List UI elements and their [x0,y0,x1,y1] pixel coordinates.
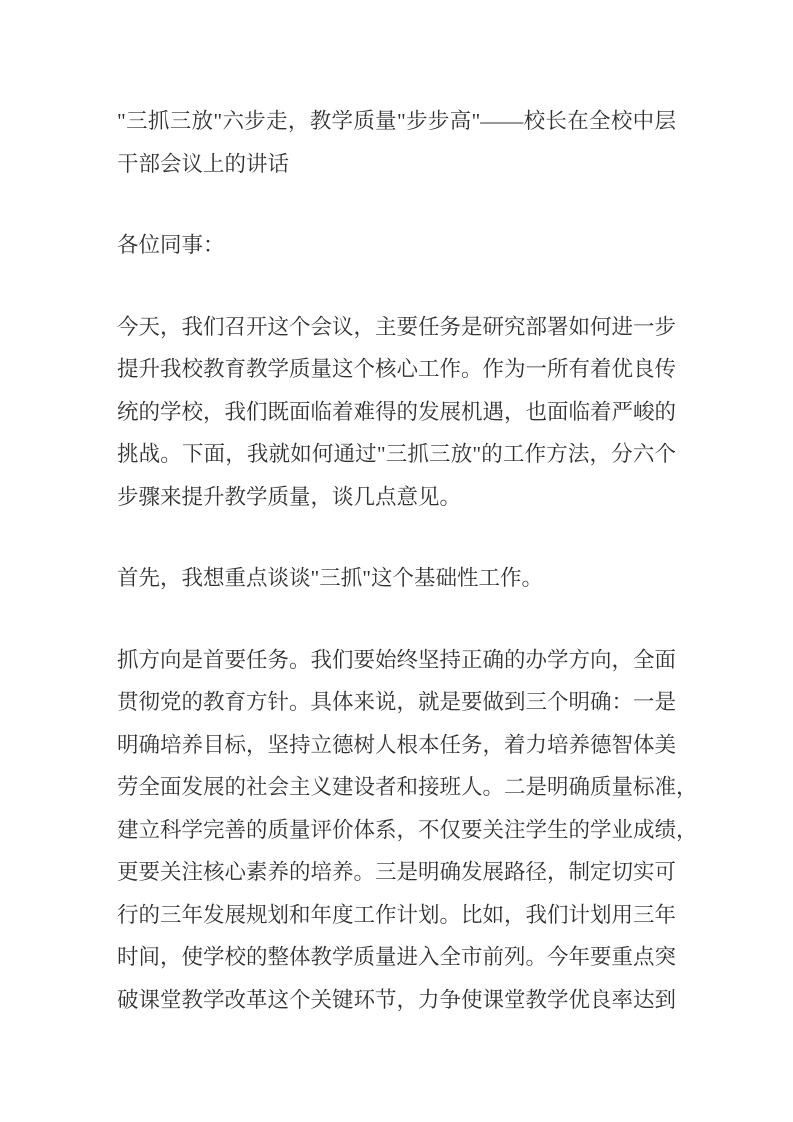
body-paragraph-1 [117,306,676,519]
body-paragraph-3 [117,639,698,1022]
text-line: 建立科学完善的质量评价体系，不仅要关注学生的学业成绩， [117,817,698,842]
text-line: 破课堂教学改革这个关键环节，力争使课堂教学优良率达到 [117,987,677,1012]
text-line: 步骤来提升教学质量，谈几点意见。 [117,484,462,509]
text-line: 行的三年发展规划和年度工作计划。比如，我们计划用三年 [117,902,677,927]
text-line: 挑战。下面，我就如何通过"三抓三放"的工作方法，分六个 [117,442,676,466]
text-line: 今天，我们召开这个会议，主要任务是研究部署如何进一步 [117,314,677,339]
text-line: 更要关注核心素养的培养。三是明确发展路径，制定切实可 [117,860,677,884]
text-line: 各位同事： [117,233,225,257]
text-line: 干部会议上的讲话 [117,151,290,176]
text-line: 明确培养目标，坚持立德树人根本任务，着力培养德智体美 [117,732,677,757]
text-line: 时间，使学校的整体教学质量进入全市前列。今年要重点突 [117,945,677,969]
text-line: 贯彻党的教育方针。具体来说，就是要做到三个明确：一是 [117,690,677,714]
text-line: 劳全面发展的社会主义建设者和接班人。二是明确质量标准， [117,775,698,799]
text-line: 首先，我想重点谈谈"三抓"这个基础性工作。 [117,566,544,590]
text-line: 提升我校教育教学质量这个核心工作。作为一所有着优良传 [117,357,677,381]
document-title [117,100,676,185]
salutation [117,224,676,267]
text-line: 抓方向是首要任务。我们要始终坚持正确的办学方向，全面 [117,647,677,672]
body-paragraph-2 [117,557,676,600]
text-line: "三抓三放"六步走，教学质量"步步高"——校长在全校中层 [117,109,676,133]
text-line: 统的学校，我们既面临着难得的发展机遇，也面临着严峻的 [117,399,677,424]
